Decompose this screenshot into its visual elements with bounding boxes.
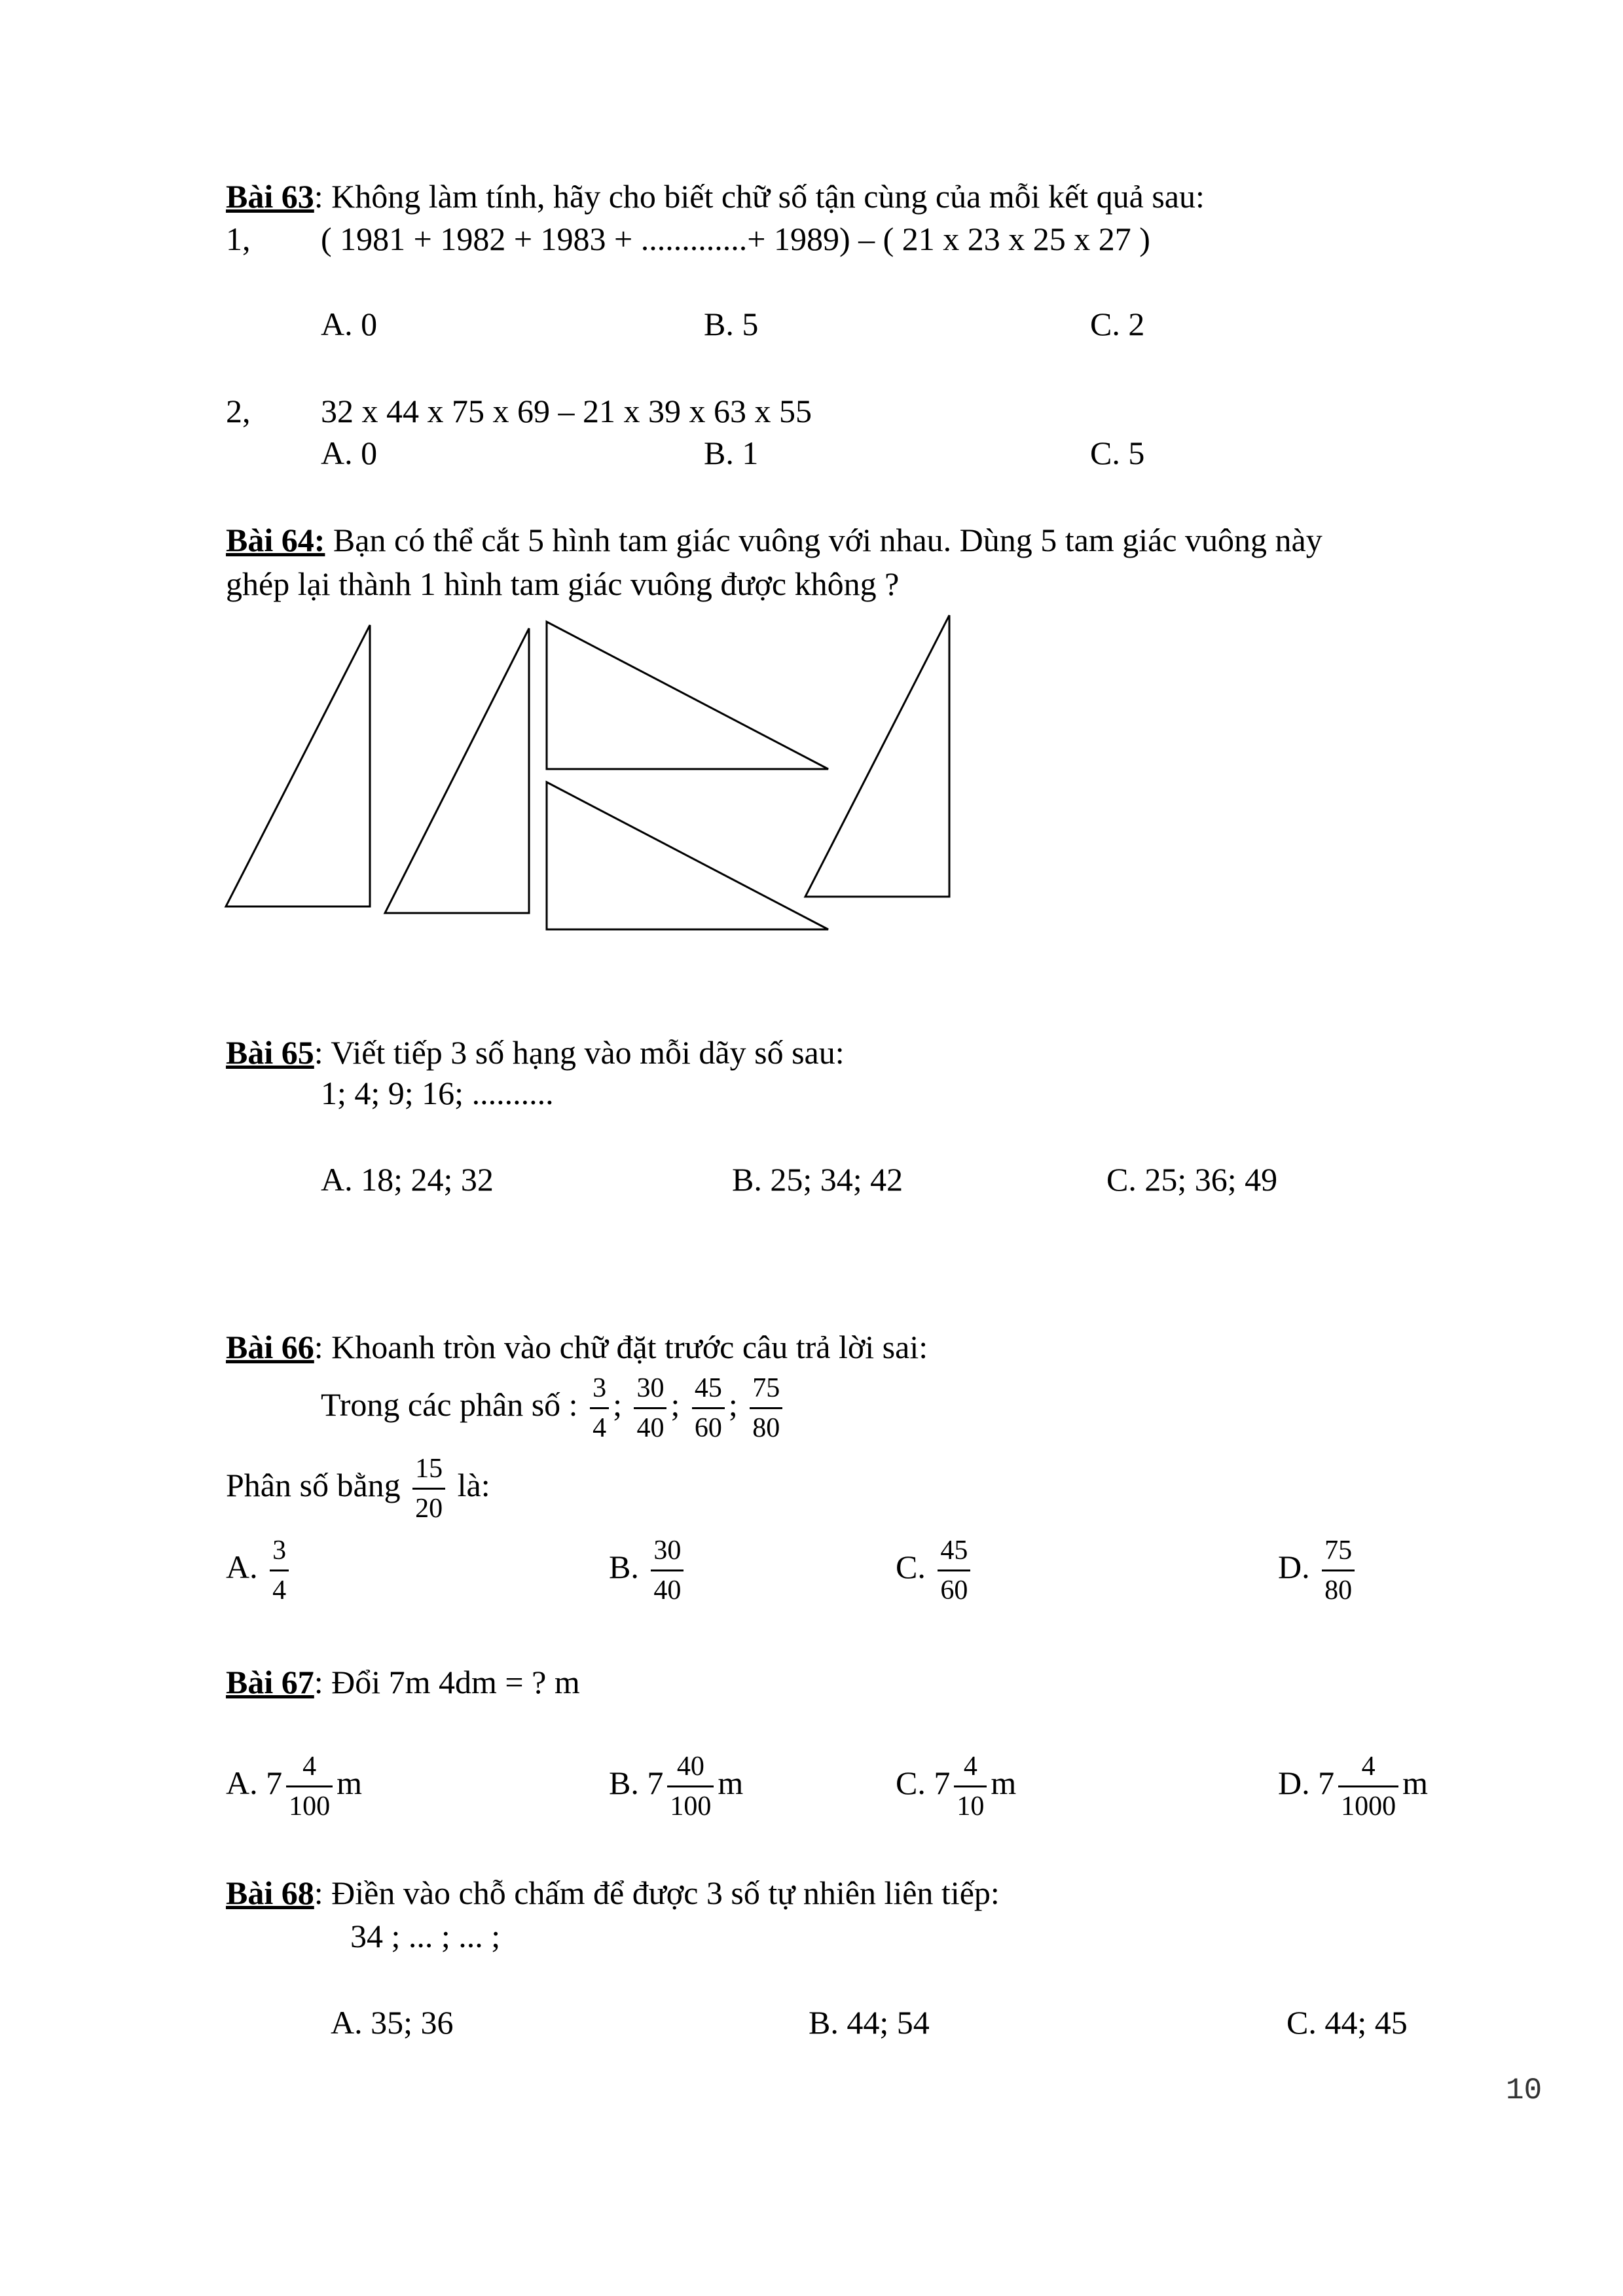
fraction-numerator: 75	[750, 1369, 782, 1409]
separator: ;	[728, 1386, 738, 1423]
option-letter: B.	[609, 1548, 639, 1585]
fraction-numerator: 30	[651, 1532, 684, 1571]
separator: ;	[613, 1386, 622, 1423]
bai64-text-line2: ghép lại thành 1 hình tam giác vuông được không ?	[226, 565, 900, 602]
fraction-denominator: 40	[636, 1413, 665, 1443]
fraction-numerator: 4	[954, 1748, 987, 1787]
bai66-option-b	[609, 1532, 687, 1609]
triangle-2	[385, 628, 529, 913]
option-fraction	[286, 1748, 333, 1825]
fraction-45-60	[692, 1369, 725, 1447]
fraction-numerator: 15	[412, 1450, 445, 1490]
bai67-option-c	[896, 1748, 1016, 1825]
triangle-4	[547, 782, 828, 929]
bai68-sequence: 34 ; ... ; ... ;	[350, 1918, 501, 1954]
triangle-5	[805, 615, 949, 897]
bai67-heading	[226, 1662, 580, 1702]
fraction-numerator: 75	[1322, 1532, 1355, 1571]
fraction-numerator: 4	[286, 1748, 333, 1787]
separator: ;	[670, 1386, 680, 1423]
bai66-fraction-list	[321, 1369, 786, 1447]
fraction-numerator: 3	[590, 1369, 609, 1409]
fraction-numerator: 40	[667, 1748, 714, 1787]
option-fraction	[667, 1748, 714, 1825]
option-letter: D. 7	[1278, 1764, 1335, 1801]
fraction-3-4	[590, 1369, 609, 1447]
triangles-figure	[216, 605, 969, 946]
bai63-q2-option-b: B. 1	[704, 435, 759, 471]
fraction-denominator: 40	[653, 1575, 682, 1605]
bai63-q2-expression: 32 x 44 x 75 x 69 – 21 x 39 x 63 x 55	[321, 393, 812, 429]
bai65-option-b: B. 25; 34; 42	[732, 1161, 903, 1198]
bai67-label: Bài 67	[226, 1664, 314, 1700]
bai66-option-d	[1278, 1532, 1359, 1609]
bai66-heading	[226, 1327, 928, 1367]
option-fraction	[954, 1748, 987, 1825]
bai68-option-b: B. 44; 54	[809, 2004, 930, 2041]
page-number: 10	[1506, 2073, 1542, 2108]
option-unit: m	[1402, 1764, 1429, 1801]
bai63-q1-option-c: C. 2	[1090, 306, 1145, 342]
fraction-numerator: 4	[1338, 1748, 1398, 1787]
option-unit: m	[991, 1764, 1017, 1801]
bai67-title: : Đổi 7m 4dm = ? m	[314, 1664, 580, 1700]
bai65-heading	[226, 1033, 845, 1072]
fraction-denominator: 80	[1324, 1575, 1353, 1605]
bai66-title: : Khoanh tròn vào chữ đặt trước câu trả lời sai:	[314, 1329, 928, 1365]
bai68-option-a: A. 35; 36	[331, 2004, 454, 2041]
bai67-option-d	[1278, 1748, 1428, 1825]
fraction-denominator: 100	[289, 1791, 331, 1821]
fraction-denominator: 10	[957, 1791, 985, 1821]
bai68-heading	[226, 1873, 1000, 1912]
option-fraction	[651, 1532, 684, 1609]
bai66-option-c	[896, 1532, 974, 1609]
bai67-option-b	[609, 1748, 743, 1825]
bai65-label: Bài 65	[226, 1034, 314, 1071]
fraction-denominator: 80	[752, 1413, 780, 1443]
option-letter: A. 7	[226, 1764, 283, 1801]
bai68-label: Bài 68	[226, 1874, 314, 1911]
bai66-question	[226, 1450, 490, 1528]
fraction-denominator: 100	[670, 1791, 712, 1821]
fraction-denominator: 1000	[1341, 1791, 1396, 1821]
option-letter: B. 7	[609, 1764, 664, 1801]
option-letter: C. 7	[896, 1764, 951, 1801]
bai64-text-line1: Bạn có thể cắt 5 hình tam giác vuông với nhau. Dùng 5 tam giác vuông này	[325, 522, 1322, 558]
bai63-q2-option-a: A. 0	[321, 435, 378, 471]
bai67-option-a	[226, 1748, 362, 1825]
option-unit: m	[337, 1764, 363, 1801]
option-fraction	[1338, 1748, 1398, 1825]
bai66-question-post: là:	[457, 1466, 490, 1503]
option-letter: A.	[226, 1548, 258, 1585]
option-letter: C.	[896, 1548, 926, 1585]
bai63-label: Bài 63	[226, 178, 314, 215]
option-fraction	[1322, 1532, 1355, 1609]
bai66-question-pre: Phân số bằng	[226, 1466, 401, 1503]
fraction-numerator: 30	[634, 1369, 666, 1409]
bai64-heading	[226, 520, 1322, 560]
bai63-q1-option-b: B. 5	[704, 306, 759, 342]
fraction-numerator: 3	[270, 1532, 289, 1571]
fraction-30-40	[634, 1369, 666, 1447]
fraction-denominator: 4	[272, 1575, 287, 1605]
triangle-3	[547, 622, 828, 769]
bai66-option-a	[226, 1532, 293, 1609]
bai66-label: Bài 66	[226, 1329, 314, 1365]
option-unit: m	[718, 1764, 744, 1801]
fraction-15-20	[412, 1450, 445, 1528]
triangle-1	[226, 625, 370, 906]
fraction-numerator: 45	[938, 1532, 970, 1571]
fraction-75-80	[750, 1369, 782, 1447]
fraction-denominator: 4	[593, 1413, 607, 1443]
fraction-denominator: 60	[694, 1413, 722, 1443]
bai64-label: Bài 64:	[226, 522, 325, 558]
bai63-q2-number: 2,	[226, 393, 251, 429]
bai63-title: : Không làm tính, hãy cho biết chữ số tận cùng của mỗi kết quả sau:	[314, 178, 1205, 215]
bai65-option-a: A. 18; 24; 32	[321, 1161, 494, 1198]
fraction-denominator: 60	[940, 1575, 968, 1605]
bai65-sequence: 1; 4; 9; 16; ..........	[321, 1075, 554, 1111]
bai68-title: : Điền vào chỗ chấm để được 3 số tự nhiên liên tiếp:	[314, 1874, 1000, 1911]
fraction-denominator: 20	[415, 1494, 443, 1524]
bai65-title: : Viết tiếp 3 số hạng vào mỗi dãy số sau:	[314, 1034, 845, 1071]
option-letter: D.	[1278, 1548, 1310, 1585]
bai63-q2-option-c: C. 5	[1090, 435, 1145, 471]
bai63-q1-number: 1,	[226, 221, 251, 257]
fraction-numerator: 45	[692, 1369, 725, 1409]
bai68-option-c: C. 44; 45	[1286, 2004, 1408, 2041]
option-fraction	[270, 1532, 289, 1609]
option-fraction	[938, 1532, 970, 1609]
bai65-option-c: C. 25; 36; 49	[1106, 1161, 1278, 1198]
bai63-heading	[226, 177, 1205, 216]
bai63-q1-expression: ( 1981 + 1982 + 1983 + .............+ 1989) – ( 21 x 23 x 25 x 27 )	[321, 221, 1150, 257]
bai63-q1-option-a: A. 0	[321, 306, 378, 342]
bai66-intro: Trong các phân số :	[321, 1386, 578, 1423]
